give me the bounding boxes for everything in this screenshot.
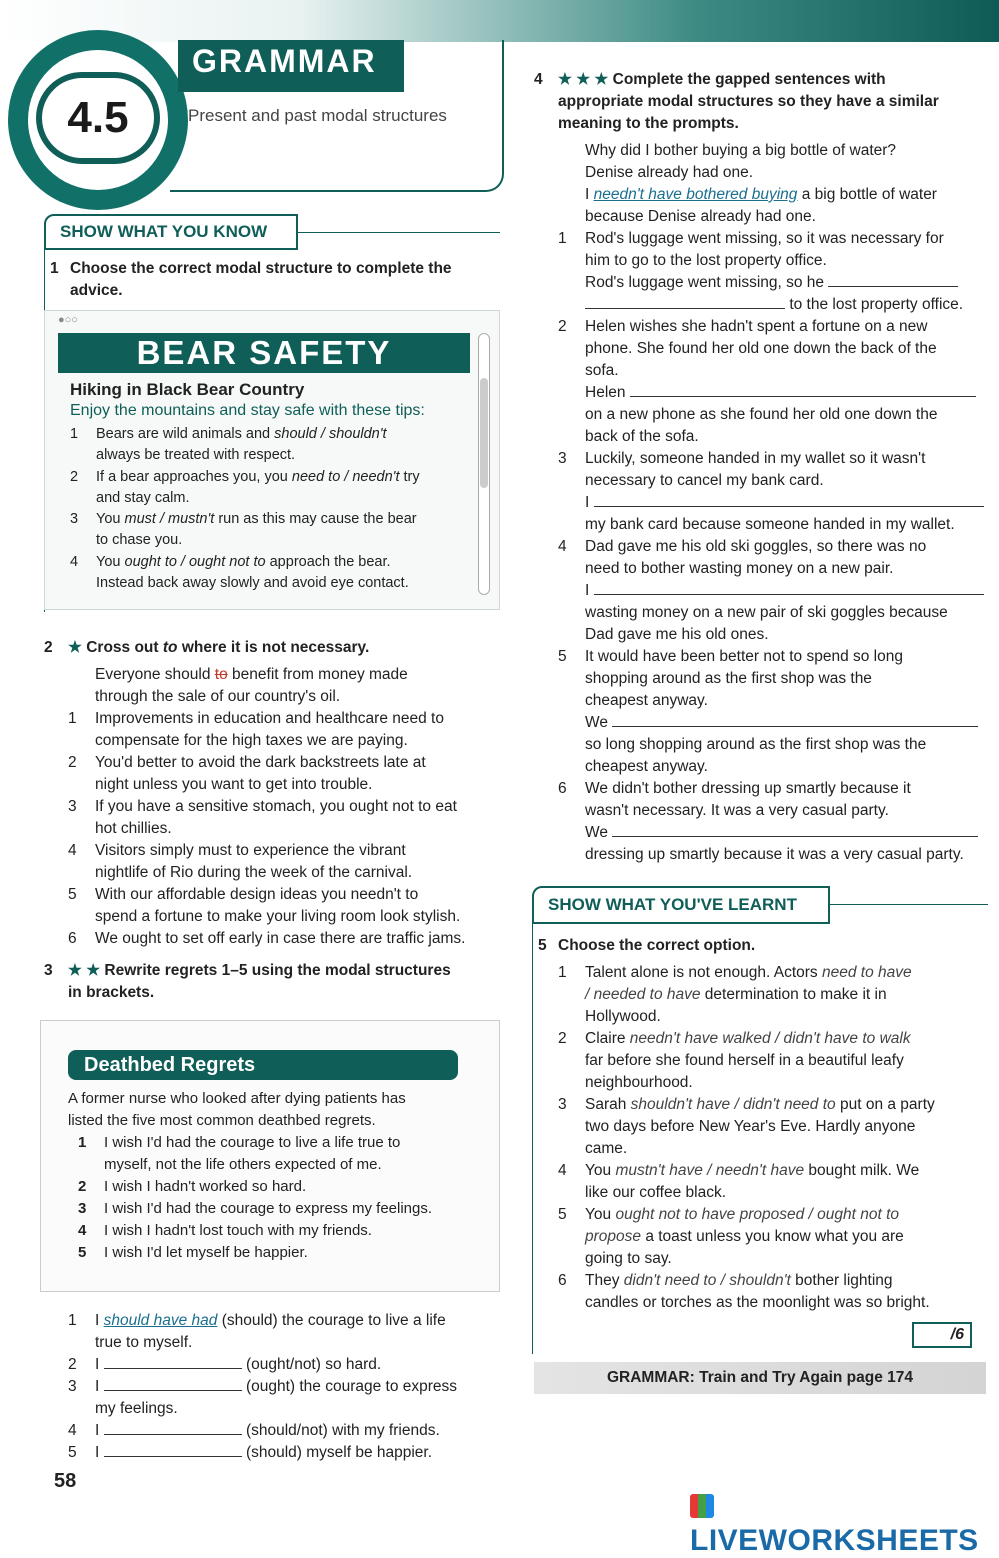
deathbed-regrets-title: Deathbed Regrets <box>68 1050 458 1080</box>
divider <box>296 232 500 233</box>
ex4-q3: Luckily, someone handed in my wallet so it wasn't necessary to cancel my bank card. I my bank card because someone handed in my wallet. <box>585 448 987 536</box>
ex5-line <box>558 1248 988 1270</box>
bear-tip-line <box>70 530 470 551</box>
item-number: 2 <box>68 1356 77 1373</box>
sentence-text[interactable]: compensate for the high taxes we are paying. <box>95 732 408 749</box>
ex4-q4: Dad gave me his old ski goggles, so there was no need to bother wasting money on a new pair. I wasting money on a new pair of ski goggles because Dad gave me his old ones. <box>585 536 987 646</box>
tip-text: Instead back away slowly and avoid eye contact. <box>96 575 409 592</box>
ex3-gap-cont: my feelings. <box>95 1400 178 1417</box>
liveworksheets-logo: LIVEWORKSHEETS <box>690 1490 999 1558</box>
item-number: 1 <box>68 710 77 727</box>
ex2-example-cont: through the sale of our country's oil. <box>95 688 341 705</box>
top-band <box>0 0 999 42</box>
gap-pronoun: I <box>95 1356 100 1373</box>
item-number: 4 <box>68 842 77 859</box>
ex2-line <box>68 730 508 752</box>
ex5-line <box>558 1160 988 1182</box>
regret-line <box>78 1220 478 1242</box>
answer-blank[interactable] <box>104 1442 242 1457</box>
item-number: 1 <box>78 1134 87 1151</box>
ex2-line <box>68 796 508 818</box>
item-number: 4 <box>68 1422 77 1439</box>
item-number: 2 <box>78 1178 87 1195</box>
item-number: 3 <box>68 798 77 815</box>
regret-line <box>78 1242 478 1264</box>
sentence-text: determination to make it in <box>700 986 887 1003</box>
item-number: 2 <box>68 754 77 771</box>
ex2-number: 2 <box>44 639 53 656</box>
gap-hint: (ought) the courage to express <box>245 1378 458 1395</box>
ex5-line <box>558 1182 988 1204</box>
section-title: GRAMMAR <box>178 40 404 92</box>
ex5-line <box>558 962 988 984</box>
ex5-line <box>558 1138 988 1160</box>
answer-blank[interactable] <box>594 580 984 595</box>
option-choice[interactable]: ought not to have proposed / ought not to <box>615 1206 899 1223</box>
ex5-line <box>558 1072 988 1094</box>
ex2-example: Everyone should to benefit from money made <box>95 666 408 683</box>
bear-tip-line <box>70 424 470 445</box>
sentence-text: put on a party <box>835 1096 935 1113</box>
regrets-list <box>78 1132 478 1264</box>
regret-text: I wish I'd had the courage to live a life true to <box>104 1134 401 1151</box>
ex5-line <box>558 1204 988 1226</box>
star-icon: ★ <box>68 639 82 656</box>
item-number: 5 <box>558 1206 567 1223</box>
section-subtitle: Present and past modal structures <box>188 106 447 125</box>
q-number: 1 <box>558 230 567 247</box>
gap-hint: (ought/not) so hard. <box>245 1356 382 1373</box>
ex3-gap-line <box>68 1420 508 1442</box>
ex5-line <box>558 1006 988 1028</box>
sentence-text: far before she found herself in a beautiful leafy <box>585 1052 904 1069</box>
gap-pronoun: I <box>95 1422 100 1439</box>
bear-tip-line <box>70 445 470 466</box>
ex4-q2: Helen wishes she hadn't spent a fortune on a new phone. She found her old one down the back of the sofa. Helen on a new phone as she found her old one down the back of the sofa. <box>585 316 987 448</box>
ex5-instruction: Choose the correct option. <box>558 937 756 954</box>
sentence-text[interactable]: We ought to set off early in case there are traffic jams. <box>95 930 466 947</box>
item-number: 2 <box>558 1030 567 1047</box>
sentence-text[interactable]: Visitors simply must to experience the vibrant <box>95 842 406 859</box>
regret-text: I wish I hadn't worked so hard. <box>104 1178 307 1195</box>
ex5-line <box>558 984 988 1006</box>
ex2-line <box>68 774 508 796</box>
bear-tip-line <box>70 552 470 573</box>
tip-text: always be treated with respect. <box>96 447 296 464</box>
option-choice[interactable]: mustn't have / needn't have <box>615 1162 805 1179</box>
item-number: 1 <box>558 964 567 981</box>
ex3-gaps <box>68 1354 508 1464</box>
ex5-line <box>558 1028 988 1050</box>
ex3-instruction-cont: in brackets. <box>68 984 155 1001</box>
window-dots: ●○○ <box>58 314 78 326</box>
item-number: 4 <box>78 1222 87 1239</box>
regret-line <box>78 1198 478 1220</box>
bear-tip-line <box>70 573 470 594</box>
item-number: 3 <box>558 1096 567 1113</box>
ex5-line <box>558 1094 988 1116</box>
regret-line <box>78 1154 478 1176</box>
option-choice[interactable]: need to have <box>821 964 912 981</box>
ex4-example: Why did I bother buying a big bottle of water? Denise already had one. I needn't have bothered buying a big bottle of water because Denise already had one. <box>585 142 937 225</box>
sentence-text: You <box>585 1206 616 1223</box>
show-what-youve-learnt-heading: SHOW WHAT YOU'VE LEARNT <box>532 886 830 924</box>
ex5-line <box>558 1270 988 1292</box>
sentence-text[interactable]: If you have a sensitive stomach, you ought not to eat <box>95 798 457 815</box>
option-choice[interactable]: should / shouldn't <box>274 426 387 442</box>
struck-word[interactable]: to <box>214 666 228 683</box>
answer-blank[interactable] <box>630 382 976 397</box>
sentence-text: like our coffee black. <box>585 1184 727 1201</box>
answer-blank[interactable] <box>104 1354 242 1369</box>
bear-tip-line <box>70 467 470 488</box>
option-choice[interactable]: need to / needn't <box>291 468 400 485</box>
item-number: 5 <box>68 886 77 903</box>
tip-text: try <box>399 468 420 485</box>
score-box: /6 <box>912 1322 972 1348</box>
bear-tips-list <box>70 424 470 594</box>
option-choice[interactable]: / needed to have <box>585 986 701 1003</box>
item-number: 5 <box>78 1244 87 1261</box>
bear-tip-line <box>70 488 470 509</box>
regret-text: myself, not the life others expected of me. <box>104 1156 382 1173</box>
sentence-text: Talent alone is not enough. Actors <box>585 964 822 981</box>
ex4-instruction: ★ ★ ★ Complete the gapped sentences with <box>558 71 886 88</box>
answer-blank[interactable] <box>612 822 978 837</box>
tip-text: If a bear approaches you, you <box>96 468 292 485</box>
q-number: 6 <box>558 780 567 797</box>
sentence-text[interactable]: With our affordable design ideas you needn't to <box>95 886 419 903</box>
q-number: 5 <box>558 648 567 665</box>
ex2-line <box>68 818 508 840</box>
tip-text: run as this may cause the bear <box>214 511 417 528</box>
item-number: 5 <box>68 1444 77 1461</box>
answer-blank[interactable] <box>104 1420 242 1435</box>
ex2-line <box>68 906 508 928</box>
answer-blank[interactable] <box>828 272 958 287</box>
sentence-text[interactable]: Improvements in education and healthcare need to <box>95 710 444 727</box>
ex2-line <box>68 928 508 950</box>
ex3-number: 3 <box>44 962 53 979</box>
gap-pronoun: I <box>95 1444 100 1461</box>
answer-blank[interactable] <box>585 294 785 309</box>
item-number: 4 <box>70 553 79 570</box>
item-number: 6 <box>558 1272 567 1289</box>
page-number: 58 <box>54 1470 77 1492</box>
show-what-you-know-heading: SHOW WHAT YOU KNOW <box>44 214 298 250</box>
liveworksheets-icon <box>690 1494 714 1518</box>
ex5-line <box>558 1226 988 1248</box>
ex3-answer1-num: 1 <box>68 1312 77 1329</box>
gap-hint: (should/not) with my friends. <box>245 1422 440 1439</box>
tip-text: You <box>96 553 125 570</box>
ex3-gap-line <box>68 1442 508 1464</box>
ex4-instruction-l3: meaning to the prompts. <box>558 115 739 132</box>
ex5-line <box>558 1292 988 1314</box>
option-choice[interactable]: must / mustn't <box>124 511 215 528</box>
regret-line <box>78 1176 478 1198</box>
train-again-banner[interactable]: GRAMMAR: Train and Try Again page 174 <box>534 1362 986 1394</box>
ex3-answer1-cont: true to myself. <box>95 1334 193 1351</box>
option-choice[interactable]: propose <box>585 1228 642 1245</box>
regret-text: I wish I'd had the courage to express my feelings. <box>104 1200 433 1217</box>
sentence-text: going to say. <box>585 1250 672 1267</box>
option-choice[interactable]: shouldn't have / didn't need to <box>630 1096 836 1113</box>
tip-text: to chase you. <box>96 532 183 549</box>
option-choice[interactable]: needn't have walked / didn't have to walk <box>629 1030 911 1047</box>
tip-text: You <box>96 511 125 528</box>
ex5-number: 5 <box>538 937 547 954</box>
bear-intro: Enjoy the mountains and stay safe with these tips: <box>70 402 425 419</box>
gap-pronoun: I <box>95 1378 100 1395</box>
sentence-text: neighbourhood. <box>585 1074 693 1091</box>
item-number: 4 <box>558 1162 567 1179</box>
ex4-q1: Rod's luggage went missing, so it was necessary for him to go to the lost property office. Rod's luggage went missing, so he to the lost property office. <box>585 230 964 313</box>
ex3-gap-line <box>68 1376 508 1398</box>
sentence-text[interactable]: night unless you want to get into trouble. <box>95 776 373 793</box>
sentence-text: bought milk. We <box>804 1162 920 1179</box>
item-number: 6 <box>68 930 77 947</box>
ex2-line <box>68 884 508 906</box>
sentence-text: They <box>585 1272 624 1289</box>
sentence-text: a toast unless you know what you are <box>641 1228 904 1245</box>
sentence-text: You <box>585 1162 616 1179</box>
ex2-line <box>68 708 508 730</box>
ex1-number: 1 <box>50 260 59 277</box>
regret-line <box>78 1132 478 1154</box>
sentence-text: Hollywood. <box>585 1008 661 1025</box>
sentence-text: bother lighting <box>790 1272 893 1289</box>
ex4-q6: We didn't bother dressing up smartly because it wasn't necessary. It was a very casual party. We dressing up smartly because it was a very casual party. <box>585 778 987 866</box>
bear-heading: Hiking in Black Bear Country <box>70 380 305 399</box>
tip-text: Bears are wild animals and <box>96 426 275 442</box>
option-choice[interactable]: didn't need to / shouldn't <box>623 1272 791 1289</box>
item-number: 3 <box>68 1378 77 1395</box>
bear-safety-title: BEAR SAFETY <box>58 333 470 373</box>
ex4-instruction-l2: appropriate modal structures so they have a similar <box>558 93 939 110</box>
item-number: 1 <box>70 426 79 442</box>
star-icon: ★ ★ ★ <box>558 71 609 88</box>
q-number: 3 <box>558 450 567 467</box>
ex2-line <box>68 840 508 862</box>
item-number: 3 <box>78 1200 87 1217</box>
gap-hint: (should) myself be happier. <box>245 1444 433 1461</box>
q-number: 2 <box>558 318 567 335</box>
ex4-q5: It would have been better not to spend so long shopping around as the first shop was the cheapest anyway. We so long shopping around as the first shop was the cheapest anyway. <box>585 646 987 778</box>
scrollbar-thumb[interactable] <box>480 378 488 488</box>
sentence-text: Claire <box>585 1030 630 1047</box>
answer-blank[interactable] <box>104 1376 242 1391</box>
sentence-text: two days before New Year's Eve. Hardly anyone <box>585 1118 916 1135</box>
item-number: 3 <box>70 511 79 528</box>
regret-text: I wish I'd let myself be happier. <box>104 1244 308 1261</box>
sentence-text[interactable]: You'd better to avoid the dark backstreets late at <box>95 754 426 771</box>
ex3-answer1: I should have had (should) the courage to live a life <box>95 1312 446 1329</box>
item-number: 2 <box>70 468 79 485</box>
answer-text[interactable]: should have had <box>103 1312 218 1329</box>
divider <box>828 904 988 905</box>
ex1-instruction: Choose the correct modal structure to complete the advice. <box>70 260 452 299</box>
tip-text: and stay calm. <box>96 489 190 506</box>
answer-blank[interactable] <box>594 492 984 507</box>
sentence-text: Sarah <box>585 1096 631 1113</box>
ex3-gap-line <box>68 1354 508 1376</box>
ex5-list <box>558 962 988 1314</box>
q-number: 4 <box>558 538 567 555</box>
sentence-text[interactable]: spend a fortune to make your living room look stylish. <box>95 908 461 925</box>
bear-tip-line <box>70 509 470 530</box>
answer-blank[interactable] <box>612 712 978 727</box>
sentence-text[interactable]: nightlife of Rio during the week of the carnival. <box>95 864 413 881</box>
option-choice[interactable]: ought to / ought not to <box>124 553 266 570</box>
regret-text: I wish I hadn't lost touch with my friends. <box>104 1222 372 1239</box>
star-icon: ★ ★ <box>68 962 101 979</box>
unit-number: 4.5 <box>36 72 160 164</box>
tip-text: approach the bear. <box>265 553 391 570</box>
ex5-line <box>558 1050 988 1072</box>
sentence-text[interactable]: hot chillies. <box>95 820 172 837</box>
divider <box>532 904 533 1354</box>
ex2-line <box>68 862 508 884</box>
ex2-list <box>68 708 508 950</box>
ex2-instruction: ★ Cross out to where it is not necessary. <box>68 639 370 656</box>
ex5-line <box>558 1116 988 1138</box>
answer-text[interactable]: needn't have bothered buying <box>593 186 798 203</box>
regrets-intro: A former nurse who looked after dying patients has listed the five most common deathbed regrets. <box>68 1090 406 1129</box>
ex4-number: 4 <box>534 71 543 88</box>
ex3-instruction: ★ ★ Rewrite regrets 1–5 using the modal structures <box>68 962 451 979</box>
sentence-text: candles or torches as the moonlight was so bright. <box>585 1294 930 1311</box>
ex2-line <box>68 752 508 774</box>
sentence-text: came. <box>585 1140 628 1157</box>
